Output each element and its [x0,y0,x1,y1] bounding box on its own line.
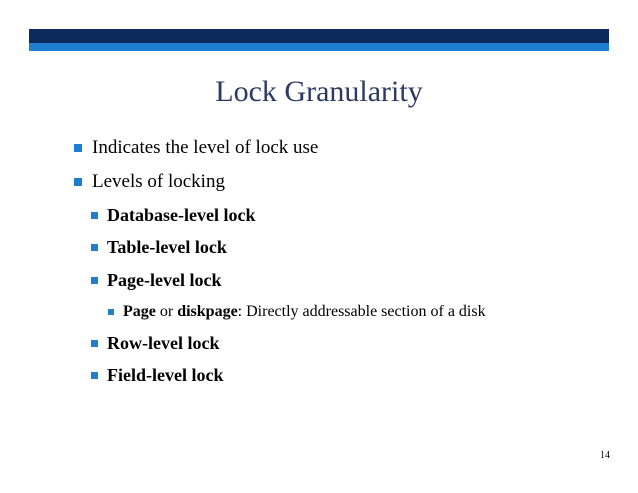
bullet-text: Levels of locking [92,171,225,192]
page-number: 14 [600,450,610,461]
square-bullet-icon [74,144,82,152]
square-bullet-icon [74,178,82,186]
bullet-item [91,268,221,292]
bullet-item [74,136,318,160]
bullet-text: Database-level lock [107,205,256,225]
bullet-item [108,301,486,323]
bullet-text [123,301,486,323]
bullet-text: Page-level lock [107,270,222,290]
term-definition: : Directly addressable section of a disk [237,303,486,320]
term-page: Page [123,303,156,320]
square-bullet-icon [91,244,98,251]
bullet-item [91,203,255,227]
square-bullet-icon [91,212,98,219]
square-bullet-icon [108,309,114,315]
square-bullet-icon [91,277,98,284]
bullet-text: Row-level lock [107,333,220,353]
square-bullet-icon [91,372,98,379]
term-diskpage: diskpage [177,303,238,320]
bullet-text: Indicates the level of lock use [92,137,319,158]
term-connector: or [159,303,174,320]
slide-title: Lock Granularity [215,75,423,108]
square-bullet-icon [91,340,98,347]
bullet-text: Field-level lock [107,365,224,385]
bullet-item [91,235,227,259]
bullet-item [91,331,219,355]
bullet-text: Table-level lock [107,237,227,257]
bullet-item [91,363,223,387]
bullet-item [74,170,225,194]
